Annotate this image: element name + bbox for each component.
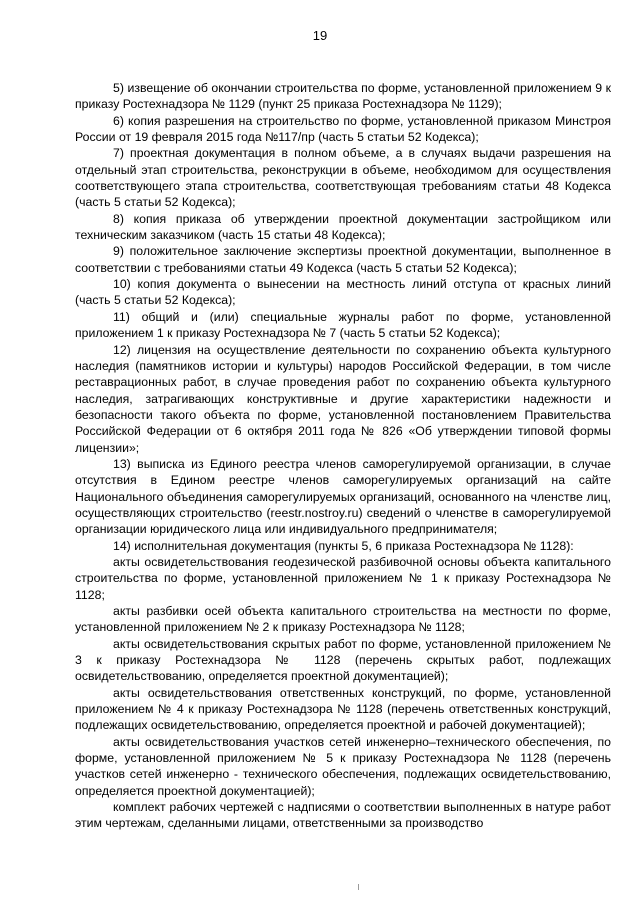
list-item-11: 11) общий и (или) специальные журналы работ по форме, установленной приложением 1 к приказу Ростехнадзора № 7 (часть 5 статьи 52 Кодекса);	[75, 309, 611, 341]
sub-item-hidden-works-acts: акты освидетельствования скрытых работ по форме, установленной приложением № 3 к приказу Ростехнадзора № 1128 (перечень скрытых работ, подлежащих освидетельствованию, определяется проектной документацией);	[75, 636, 611, 684]
list-item-7: 7) проектная документация в полном объеме, а в случаях выдачи разрешения на отдельный этап строительства, реконструкции в объеме, необходимом для осуществления соответствующего этапа строительства, соответствующая требованиям статьи 48 Кодекса (часть 5 статьи 52 Кодекса);	[75, 146, 611, 210]
list-item-10: 10) копия документа о вынесении на местность линий отступа от красных линий (часть 5 статьи 52 Кодекса);	[75, 277, 611, 308]
list-item-6: 6) копия разрешения на строительство по форме, установленной приказом Минстроя России от 19 февраля 2015 года №117/пр (часть 5 статьи 52 Кодекса);	[75, 113, 611, 145]
list-item-12: 12) лицензия на осуществление деятельности по сохранению объекта культурного наследия (памятников истории и культуры) народов Российской Федерации, в том числе реставрационных работ, в случае проведения работ по сохранению объекта культурного наследия, затрагивающих конструктивные и другие характеристики надежности и безопасности такого объекта по форме, установленной постановлением Правительства Российской Федерации от 6 октября 2011 года № 826 «Об утверждении типовой формы лицензии»;	[75, 342, 611, 455]
sub-item-geodetic-acts: акты освидетельствования геодезической разбивочной основы объекта капитального строительства по форме, установленной приложением № 1 к приказу Ростехнадзора № 1128;	[75, 554, 611, 602]
list-item-14: 14) исполнительная документация (пункты 5, 6 приказа Ростехнадзора № 1128):	[113, 538, 574, 553]
page-number: 19	[312, 28, 328, 43]
list-item-5: 5) извещение об окончании строительства по форме, установленной приложением 9 к приказу Ростехнадзора № 1129 (пункт 25 приказа Ростехнадзора № 1129);	[75, 81, 611, 112]
sub-item-critical-structures-acts: акты освидетельствования ответственных конструкций, по форме, установленной приложением № 4 к приказу Ростехнадзора № 1128 (перечень ответственных конструкций, подлежащих освидетельствованию, определяется проектной и рабочей документацией);	[75, 685, 611, 733]
document-body	[75, 80, 611, 832]
sub-item-working-drawings: комплект рабочих чертежей с надписями о соответствии выполненных в натуре работ этим чертежам, сделанными лицами, ответственными за производство	[75, 800, 611, 831]
list-item-13: 13) выписка из Единого реестра членов саморегулируемой организации, в случае отсутствия в Едином реестре членов саморегулируемых организаций на сайте Национального объединения саморегулируемых организаций, основанного на членстве лиц, осуществляющих строительство (reestr.nostroy.ru) сведений о членстве в саморегулируемой организации юридического лица или индивидуального предпринимателя;	[75, 456, 611, 537]
list-item-8: 8) копия приказа об утверждении проектной документации застройщиком или техническим заказчиком (часть 15 статьи 48 Кодекса);	[75, 211, 611, 243]
scan-mark	[358, 884, 359, 890]
sub-item-axis-layout-acts: акты разбивки осей объекта капитального строительства на местности по форме, установленной приложением № 2 к приказу Ростехнадзора № 1128;	[75, 604, 611, 635]
sub-item-utility-networks-acts: акты освидетельствования участков сетей инженерно–технического обеспечения, по форме, установленной приложением № 5 к приказу Ростехнадзора № 1128 (перечень участков сетей инженерно - технического обеспечения, подлежащих освидетельствованию, определяется проектной документацией);	[75, 734, 611, 798]
list-item-9: 9) положительное заключение экспертизы проектной документации, выполненное в соответствии с требованиями статьи 49 Кодекса (часть 5 статьи 52 Кодекса);	[75, 244, 611, 275]
